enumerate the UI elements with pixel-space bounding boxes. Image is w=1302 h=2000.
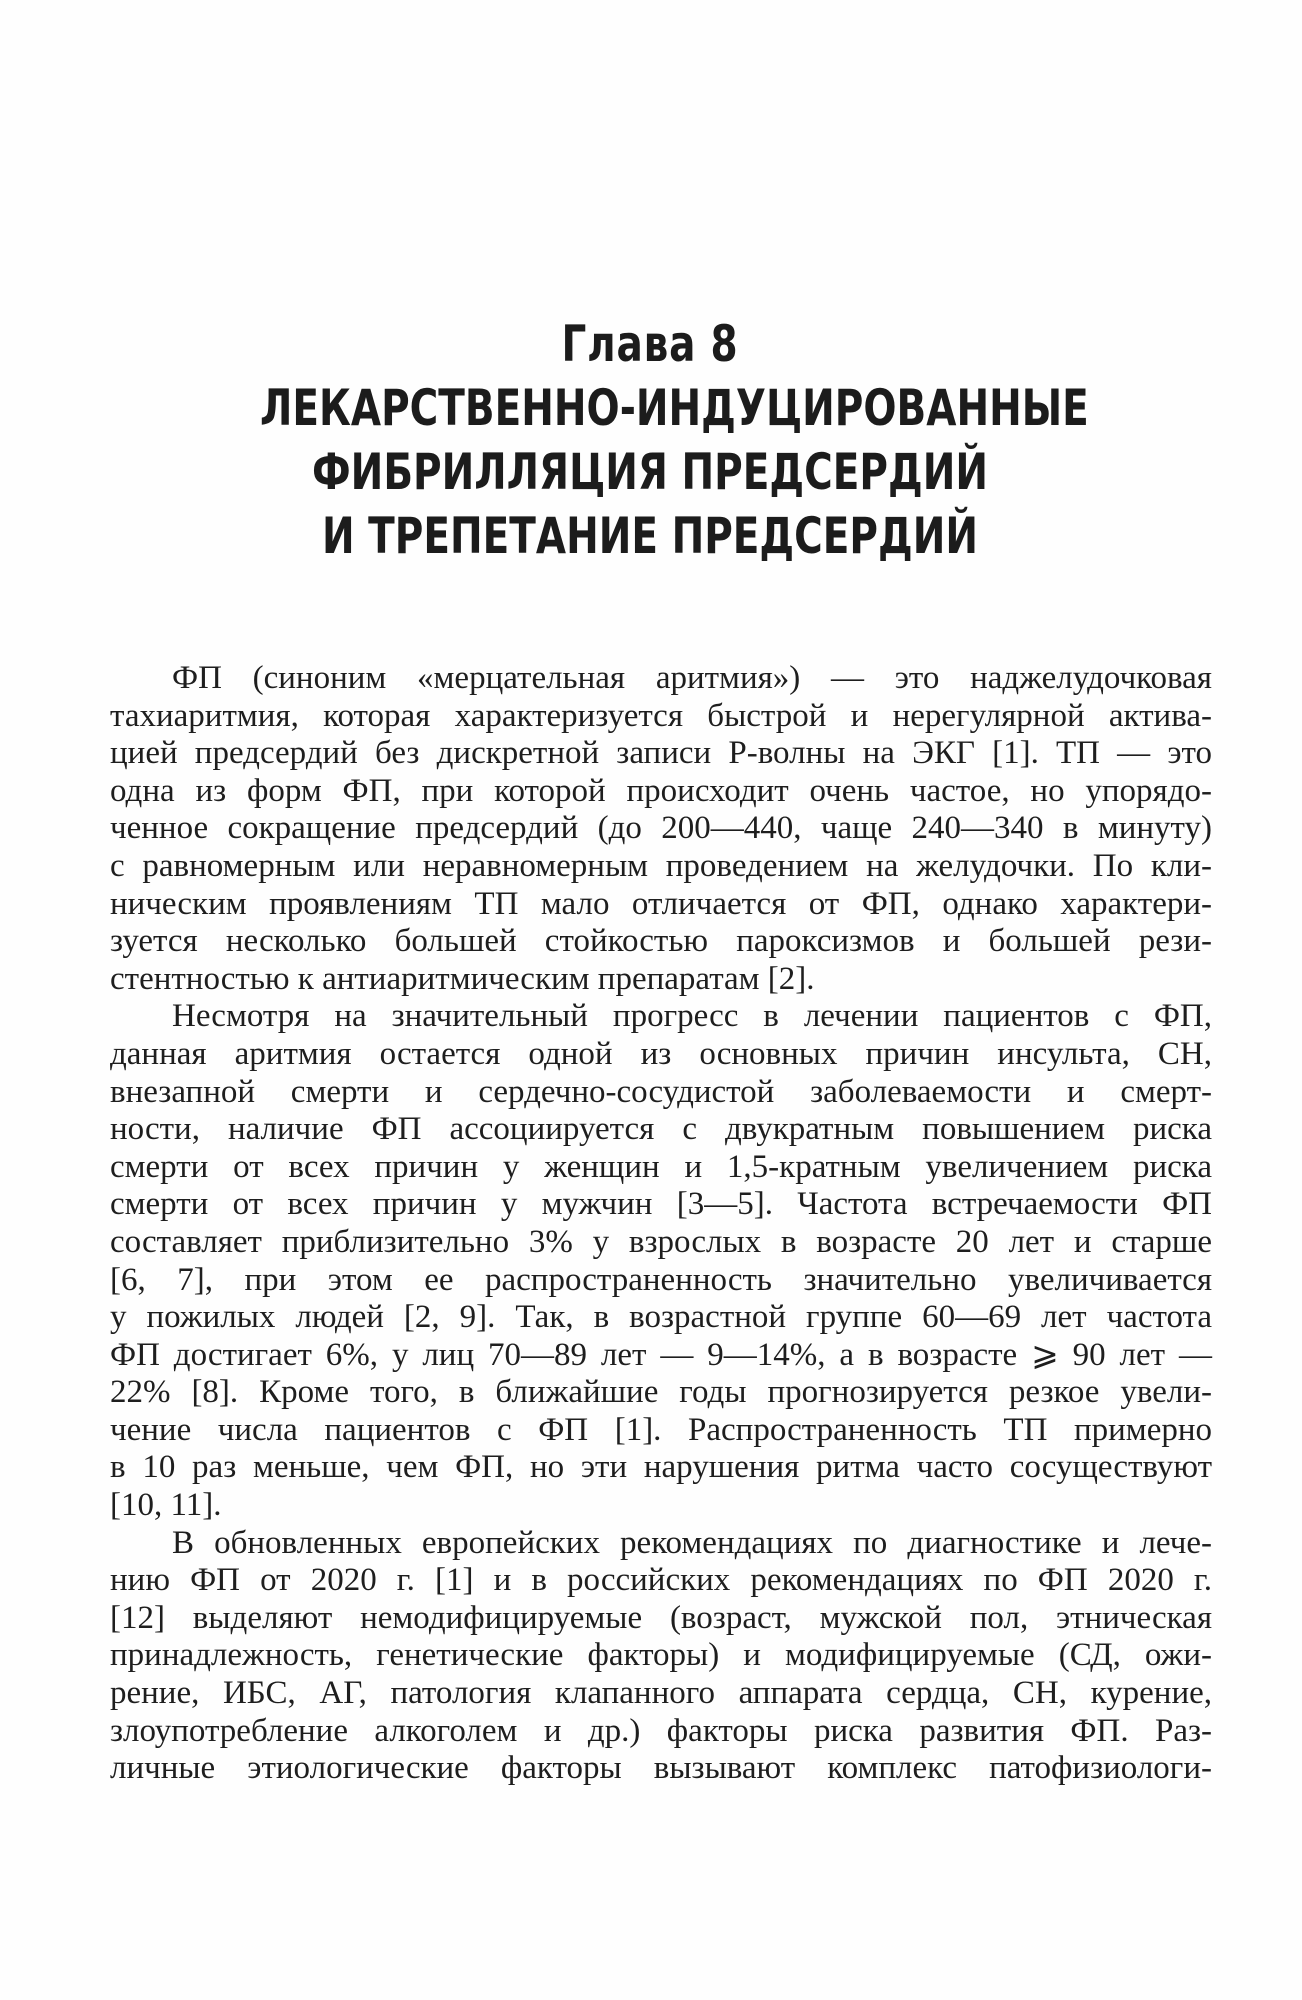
text-line: ФП достигает 6%, у лиц 70—89 лет — 9—14%, а в возрасте ⩾ 90 лет —: [110, 1336, 1212, 1373]
text-line: в 10 раз меньше, чем ФП, но эти нарушения ритма часто сосуществуют: [110, 1449, 1212, 1486]
text-line: тахиаритмия, которая характеризуется быстрой и нерегулярной актива-: [110, 697, 1212, 734]
paragraph: [110, 1525, 1212, 1788]
text-line: ченное сокращение предсердий (до 200—440, чаще 240—340 в минуту): [110, 810, 1212, 847]
body-text: [110, 660, 1212, 1788]
text-line: ности, наличие ФП ассоциируется с двукратным повышением риска: [110, 1111, 1212, 1148]
text-line: данная аритмия остается одной из основных причин инсульта, СН,: [110, 1035, 1212, 1072]
chapter-title-line: ЛЕКАРСТВЕННО-ИНДУЦИРОВАННЫЕ: [260, 379, 1089, 437]
text-line: 22% [8]. Кроме того, в ближайшие годы прогнозируется резкое увели-: [110, 1374, 1212, 1411]
text-line: личные этиологические факторы вызывают комплекс патофизиологи-: [110, 1750, 1212, 1787]
text-line: В обновленных европейских рекомендациях по диагностике и лече-: [172, 1524, 1212, 1561]
text-line: Несмотря на значительный прогресс в лечении пациентов с ФП,: [172, 998, 1212, 1035]
text-line: чение числа пациентов с ФП [1]. Распространенность ТП примерно: [110, 1411, 1212, 1448]
chapter-number: Глава 8: [561, 315, 739, 373]
text-line: ническим проявлениям ТП мало отличается от ФП, однако характери-: [110, 885, 1212, 922]
text-line: нию ФП от 2020 г. [1] и в российских рекомендациях по ФП 2020 г.: [110, 1562, 1212, 1599]
paragraph: [110, 660, 1212, 998]
text-line: внезапной смерти и сердечно-сосудистой заболеваемости и смерт-: [110, 1073, 1212, 1110]
text-line: смерти от всех причин у мужчин [3—5]. Частота встречаемости ФП: [110, 1186, 1212, 1223]
chapter-title: [150, 376, 1150, 568]
chapter-title-line: ФИБРИЛЛЯЦИЯ ПРЕДСЕРДИЙ: [312, 443, 988, 501]
text-line: ФП (синоним «мерцательная аритмия») — это наджелудочковая: [172, 660, 1212, 696]
text-line: составляет приблизительно 3% у взрослых в возрасте 20 лет и старше: [110, 1223, 1212, 1260]
text-line: [12] выделяют немодифицируемые (возраст, мужской пол, этническая: [110, 1599, 1212, 1636]
text-line: злоупотребление алкоголем и др.) факторы риска развития ФП. Раз-: [110, 1712, 1212, 1749]
paragraph: [110, 998, 1212, 1524]
chapter-title-line: И ТРЕПЕТАНИЕ ПРЕДСЕРДИЙ: [321, 507, 979, 565]
text-line: одна из форм ФП, при которой происходит очень частое, но упорядо-: [110, 772, 1212, 809]
text-line: с равномерным или неравномерным проведением на желудочки. По кли-: [110, 847, 1212, 884]
text-line: у пожилых людей [2, 9]. Так, в возрастной группе 60—69 лет частота: [110, 1299, 1212, 1336]
text-line: [10, 11].: [110, 1487, 222, 1524]
text-line: рение, ИБС, АГ, патология клапанного аппарата сердца, СН, курение,: [110, 1675, 1212, 1712]
chapter-heading: [150, 312, 1150, 568]
text-line: принадлежность, генетические факторы) и модифицируемые (СД, ожи-: [110, 1637, 1212, 1674]
text-line: цией предсердий без дискретной записи P-волны на ЭКГ [1]. ТП — это: [110, 735, 1212, 772]
text-line: смерти от всех причин у женщин и 1,5-кратным увеличением риска: [110, 1148, 1212, 1185]
text-line: [6, 7], при этом ее распространенность значительно увеличивается: [110, 1261, 1212, 1298]
text-line: стентностью к антиаритмическим препаратам [2].: [110, 960, 815, 997]
text-line: зуется несколько большей стойкостью пароксизмов и большей рези-: [110, 923, 1212, 960]
